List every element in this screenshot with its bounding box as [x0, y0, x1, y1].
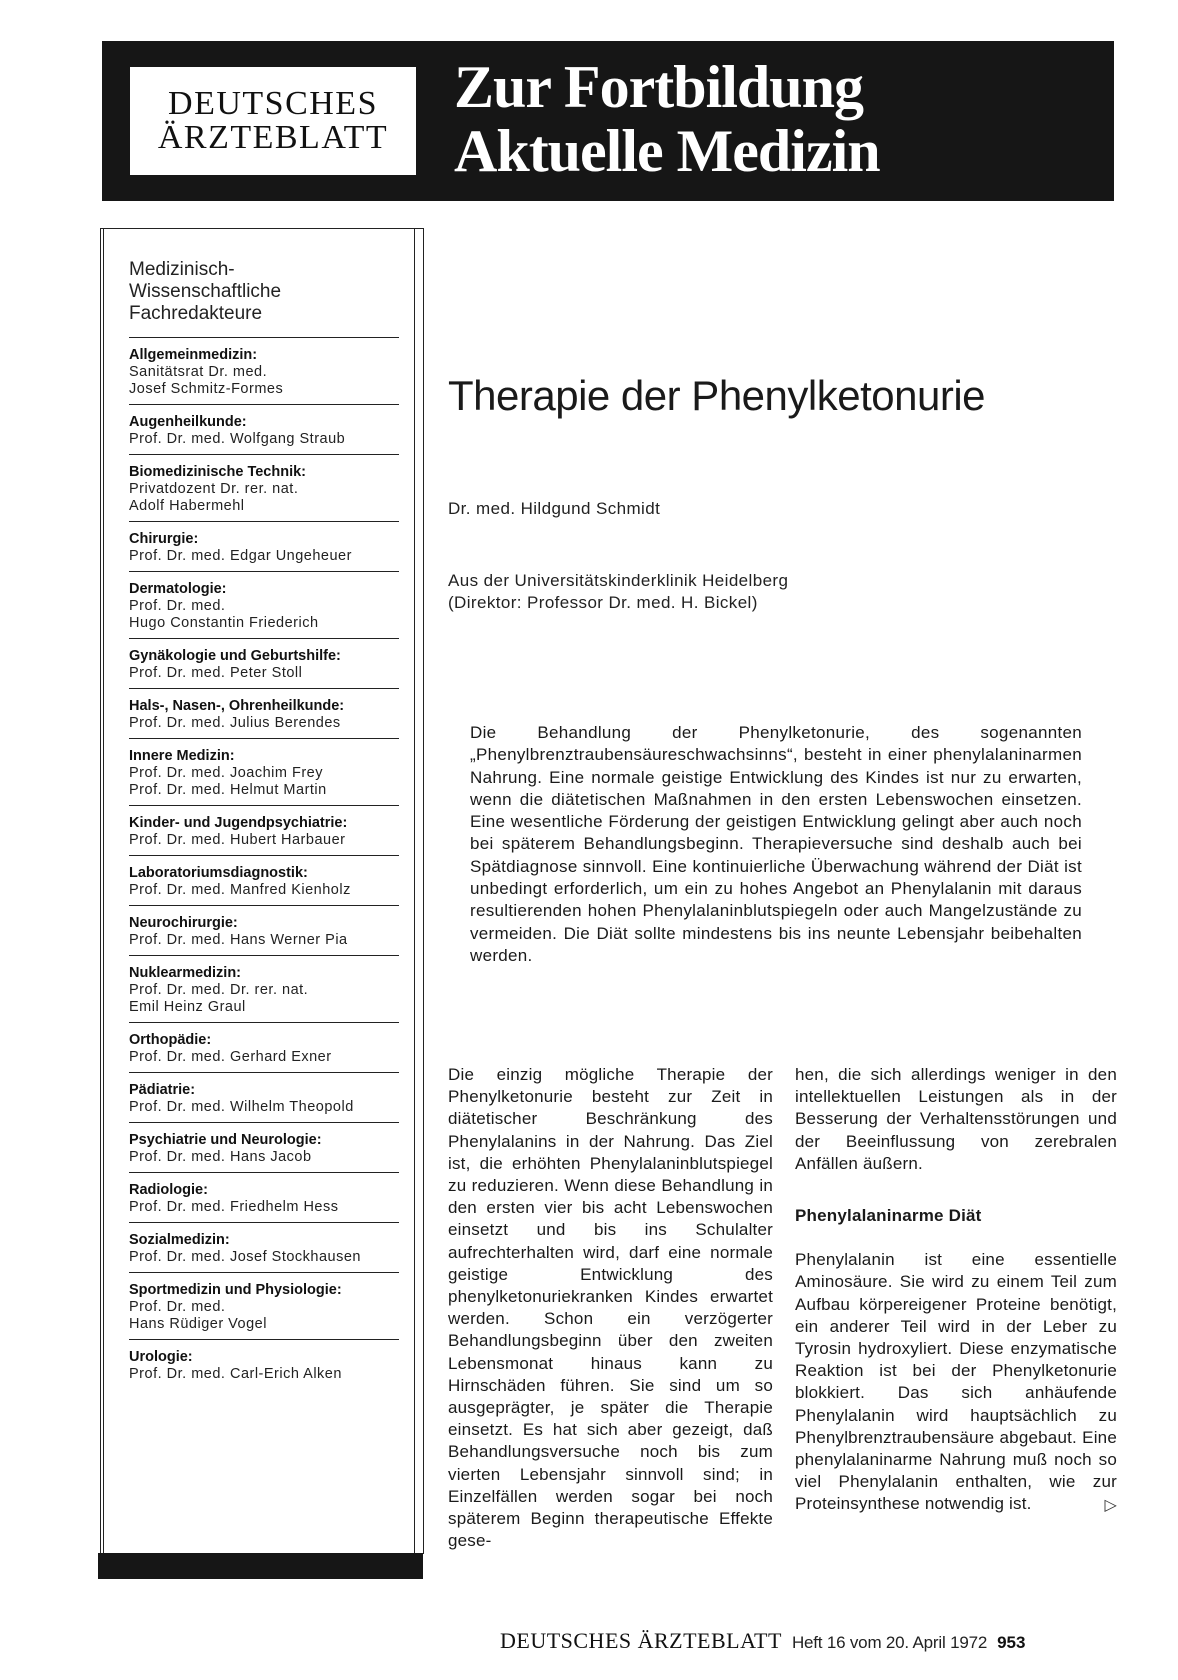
- editor-discipline: Innere Medizin:: [129, 748, 235, 764]
- editor-entry: [129, 572, 399, 639]
- logo-line-2: ÄRZTEBLATT: [157, 119, 389, 156]
- editor-name: Prof. Dr. med. Peter Stoll: [129, 665, 303, 681]
- editor-discipline: Laboratoriumsdiagnostik:: [129, 865, 308, 881]
- editor-discipline: Dermatologie:: [129, 581, 227, 597]
- editor-discipline: Neurochirurgie:: [129, 915, 238, 931]
- editor-discipline: Biomedizinische Technik:: [129, 464, 306, 480]
- editor-discipline: Hals-, Nasen-, Ohrenheilkunde:: [129, 698, 345, 714]
- section-title-line-1: Zur Fortbildung: [454, 54, 864, 120]
- editor-entry: [129, 806, 399, 856]
- editor-name: Prof. Dr. med. Hans Jacob: [129, 1149, 312, 1165]
- editor-entry: [129, 405, 399, 455]
- editor-discipline: Kinder- und Jugendpsychiatrie:: [129, 815, 348, 831]
- editor-entry: [129, 856, 399, 906]
- editor-name: Prof. Dr. med. Edgar Ungeheuer: [129, 548, 352, 564]
- page-footer: [500, 1628, 1025, 1654]
- section-title-line-2: Aktuelle Medizin: [454, 118, 880, 184]
- body-column-2: [795, 1064, 1117, 1518]
- editor-name: Privatdozent Dr. rer. nat.: [129, 481, 299, 497]
- editor-discipline: Pädiatrie:: [129, 1082, 196, 1098]
- editor-discipline: Orthopädie:: [129, 1032, 212, 1048]
- editor-name: Josef Schmitz-Formes: [129, 381, 284, 397]
- editor-discipline: Radiologie:: [129, 1182, 208, 1198]
- body-paragraph-text: Phenylalanin ist eine essentielle Aminosäure. Sie wird zu einem Teil zum Aufbau körpereigener Proteine benötigt, ein anderer Teil wird in der Leber zu Tyrosin hydroxyliert. Diese enzymatische Reaktion ist bei der Phenylketonurie blokkiert. Das sich anhäufende Phenylalanin wird hauptsächlich zu Phenylbrenztraubensäure abgebaut. Eine phenylalaninarme Nahrung muß noch so viel Phenylalanin enthalten, wie zur Proteinsynthese notwendig ist.: [795, 1250, 1117, 1514]
- editor-name: Prof. Dr. med. Manfred Kienholz: [129, 882, 351, 898]
- editor-name: Emil Heinz Graul: [129, 999, 246, 1015]
- editor-entry: [129, 1073, 399, 1123]
- journal-logo: [130, 67, 416, 175]
- editor-entry: [129, 522, 399, 572]
- header-banner: [102, 41, 1114, 201]
- editor-entry: [129, 689, 399, 739]
- editor-entry: [129, 1023, 399, 1073]
- editor-name: Prof. Dr. med.: [129, 1299, 226, 1315]
- editor-entry: [129, 1340, 399, 1389]
- page-number: 953: [997, 1633, 1026, 1652]
- body-column-1: [448, 1064, 773, 1552]
- editor-name: Prof. Dr. med. Gerhard Exner: [129, 1049, 332, 1065]
- editor-name: Prof. Dr. med. Joachim Frey: [129, 765, 323, 781]
- editor-entry: [129, 1223, 399, 1273]
- editor-name: Hans Rüdiger Vogel: [129, 1316, 267, 1332]
- editor-discipline: Gynäkologie und Geburtshilfe:: [129, 648, 341, 664]
- editor-name: Prof. Dr. med. Julius Berendes: [129, 715, 341, 731]
- editor-entry: [129, 1173, 399, 1223]
- editor-name: Prof. Dr. med. Hubert Harbauer: [129, 832, 346, 848]
- article-abstract: Die Behandlung der Phenylketonurie, des sogenannten „Phenylbrenztraubensäureschwachsinns“, besteht in einer phenylalaninarmen Nahrung. Eine normale geistige Entwicklung des Kindes ist nur zu erwarten, wenn die diätetischen Maßnahmen in den ersten Lebenswochen einsetzen. Eine wesentliche Förderung der geistigen Entwicklung gelingt aber auch noch bei späterem Behandlungsbeginn. Therapieversuche sind deshalb auch bei Spätdiagnose sinnvoll. Eine kontinuierliche Überwachung während der Diät ist unbedingt erforderlich, um ein zu hohes Angebot an Phenylalanin mit daraus resultierenden hohen Phenylalaninblutspiegeln oder auch Mangelzustände zu vermeiden. Die Diät sollte mindestens bis ins neunte Lebensjahr beibehalten werden.: [470, 723, 1082, 965]
- body-paragraph: Die einzig mögliche Therapie der Phenylketonurie besteht zur Zeit in diätetischer Beschränkung des Phenylalanins in der Nahrung. Das Ziel ist, die erhöhten Phenylalaninblutspiegel zu reduzieren. Wenn diese Behandlung in den ersten vier bis acht Lebenswochen einsetzt und bis ins Schulalter aufrechterhalten wird, darf eine normale geistige Entwicklung des phenylketonuriekranken Kindes erwartet werden. Schon ein verzögerter Behandlungsbeginn über den zweiten Lebensmonat hinaus kann zu Hirnschäden führen. Sie sind um so ausgeprägter, je später die Therapie einsetzt. Es hat sich aber gezeigt, daß Behandlungsversuche noch bis zum vierten Lebensjahr sinnvoll sind; in Einzelfällen werden sogar bei noch späterem Beginn therapeutische Effekte gese-: [448, 1065, 773, 1551]
- sidebar-heading-line: Medizinisch-: [129, 259, 235, 280]
- editor-discipline: Allgemeinmedizin:: [129, 347, 258, 363]
- footer-journal-name: DEUTSCHES ÄRZTEBLATT: [500, 1628, 782, 1653]
- body-paragraph: [795, 1249, 1117, 1515]
- body-paragraph: hen, die sich allerdings weniger in den intellektuellen Leistungen als in der Besserung der Verhaltensstörungen und der Beeinflussung von zerebralen Anfällen äußern.: [795, 1065, 1117, 1173]
- sidebar-heading-line: Wissenschaftliche: [129, 281, 282, 302]
- editors-sidebar: [100, 228, 424, 1554]
- editor-entry: [129, 956, 399, 1023]
- article-author: Dr. med. Hildgund Schmidt: [448, 499, 661, 518]
- editors-list-container: [129, 259, 399, 1389]
- editor-entry: [129, 1123, 399, 1173]
- editor-name: Prof. Dr. med. Wilhelm Theopold: [129, 1099, 354, 1115]
- editor-name: Hugo Constantin Friederich: [129, 615, 319, 631]
- editor-entry: [129, 906, 399, 956]
- continue-arrow-icon: ▷: [1104, 1497, 1117, 1515]
- affiliation-line-2: (Direktor: Professor Dr. med. H. Bickel): [448, 593, 758, 612]
- editor-discipline: Psychiatrie und Neurologie:: [129, 1132, 322, 1148]
- editor-name: Prof. Dr. med. Hans Werner Pia: [129, 932, 348, 948]
- editor-discipline: Augenheilkunde:: [129, 414, 247, 430]
- editor-discipline: Sportmedizin und Physiologie:: [129, 1282, 342, 1298]
- section-subheading: Phenylalaninarme Diät: [795, 1206, 982, 1226]
- footer-issue: Heft 16 vom 20. April 1972: [791, 1633, 988, 1652]
- editor-entry: [129, 1273, 399, 1340]
- sidebar-heading-line: Fachredakteure: [129, 303, 263, 324]
- editor-discipline: Urologie:: [129, 1349, 193, 1365]
- editors-list: [129, 338, 399, 1389]
- article-title: Therapie der Phenylketonurie: [448, 372, 986, 419]
- editor-name: Prof. Dr. med. Friedhelm Hess: [129, 1199, 339, 1215]
- editor-entry: [129, 338, 399, 405]
- section-title: [454, 55, 880, 183]
- editor-name: Sanitätsrat Dr. med.: [129, 364, 268, 380]
- editor-discipline: Chirurgie:: [129, 531, 199, 547]
- article-affiliation: [448, 570, 788, 614]
- editor-name: Prof. Dr. med. Carl-Erich Alken: [129, 1366, 342, 1382]
- editor-entry: [129, 639, 399, 689]
- sidebar-heading: [129, 259, 399, 338]
- editor-entry: [129, 739, 399, 806]
- editor-name: Prof. Dr. med. Helmut Martin: [129, 782, 327, 798]
- logo-line-1: DEUTSCHES: [168, 85, 378, 122]
- editor-name: Prof. Dr. med.: [129, 598, 226, 614]
- sidebar-footer-bar: [98, 1553, 423, 1579]
- editor-name: Prof. Dr. med. Josef Stockhausen: [129, 1249, 361, 1265]
- editor-discipline: Nuklearmedizin:: [129, 965, 241, 981]
- editor-entry: [129, 455, 399, 522]
- editor-discipline: Sozialmedizin:: [129, 1232, 230, 1248]
- affiliation-line-1: Aus der Universitätskinderklinik Heidelberg: [448, 571, 789, 590]
- editor-name: Prof. Dr. med. Dr. rer. nat.: [129, 982, 309, 998]
- editor-name: Prof. Dr. med. Wolfgang Straub: [129, 431, 346, 447]
- editor-name: Adolf Habermehl: [129, 498, 245, 514]
